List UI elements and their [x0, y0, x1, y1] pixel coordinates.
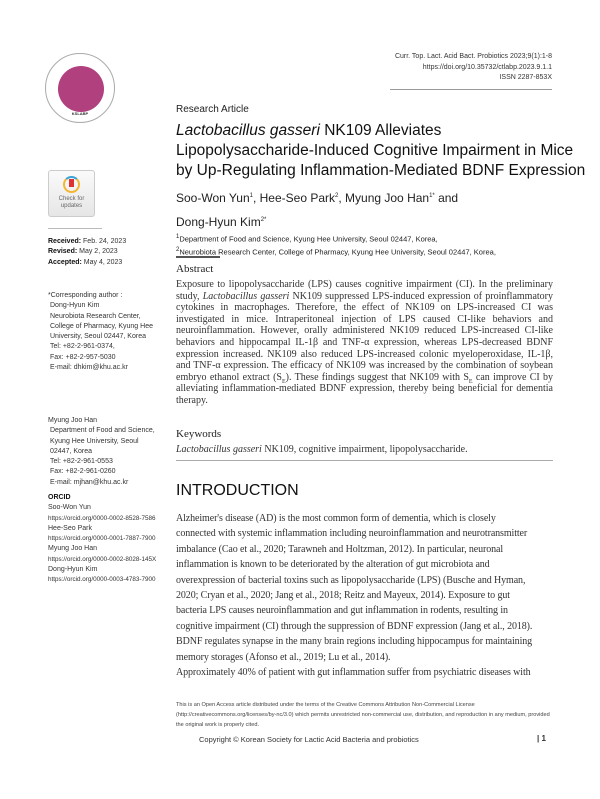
author-sep: , — [252, 191, 260, 205]
affiliation-text: Neurobiota Research Center, College of Pharmacy, Kyung Hee University, Seoul 02447, Korea, — [179, 247, 496, 256]
contact-line: Tel: +82-2-961-0374, — [50, 343, 115, 351]
intro-line: inflammation is known to be deteriorated by the alteration of gut microbiota and — [176, 559, 490, 571]
society-logo: KSLABP — [45, 53, 115, 123]
contact-line: E-mail: dhkim@khu.ac.kr — [50, 364, 128, 372]
introduction-text — [176, 511, 553, 680]
divider — [176, 256, 220, 258]
second-author-contact: Myung Joo Han Department of Food and Science, Kyung Hee University, Seoul 02447, Korea Tel: +82-2-961-0553 Fax: +82-2-961-0260 E-mail: mjhan@khu.ac.kr — [48, 416, 155, 488]
date-label: Received: — [48, 238, 82, 245]
author-name: Myung Joo Han — [345, 191, 430, 205]
contact-line: Fax: +82-2-961-0260 — [50, 468, 116, 476]
author-sup: 2 — [335, 193, 339, 199]
author — [345, 191, 458, 205]
date-value: May 2, 2023 — [77, 248, 118, 256]
bookmark-icon — [63, 176, 80, 193]
article-type: Research Article — [176, 104, 249, 115]
contact-line: Fax: +82-2-957-5030 — [50, 353, 116, 361]
keywords-heading: Keywords — [176, 428, 222, 440]
contact-line: Tel: +82-2-961-0553 — [50, 458, 113, 466]
date-row — [48, 258, 126, 268]
contact-line: E-mail: mjhan@khu.ac.kr — [50, 478, 129, 486]
date-row — [48, 237, 126, 247]
copyright: Copyright © Korean Society for Lactic Acid Bacteria and probiotics — [199, 735, 419, 744]
contact-line: Kyung Hee University, Seoul — [50, 437, 139, 445]
dates — [48, 237, 126, 268]
contact-line: University, Seoul 02447, Korea — [50, 333, 146, 341]
contact-line: 02447, Korea — [50, 447, 93, 455]
intro-line: imbalance (Cao et al., 2020; Tarawneh and Holtzman, 2012). In particular, neuronal — [176, 543, 504, 555]
intro-line: cognitive impairment (CI) through the suppression of BDNF expression (Jang et al., 2018). — [176, 620, 533, 632]
abstract-heading: Abstract — [176, 263, 214, 275]
orcid-section: ORCID Soo-Won Yun https://orcid.org/0000-0002-8528-7586 Hee-Seo Park https://orcid.org/0000-0001-7887-7900 Myung Joo Han https://orcid.org/0000-0002-8028-145X Dong-Hyun Kim https://orcid.org/0000-0003-4783-7900 — [48, 493, 156, 586]
orcid-name: Hee-Seo Park — [48, 524, 92, 532]
intro-line: bacteria LPS causes neuroinflammation and gut inflammation in rodents, resulting in — [176, 605, 508, 617]
intro-line: memory storages (Afonso et al., 2019; Lu et al., 2014). — [176, 651, 391, 663]
journal-info — [395, 52, 552, 84]
author-sup: 1* — [429, 193, 435, 199]
author — [176, 191, 260, 205]
orcid-link[interactable]: https://orcid.org/0000-0003-4783-7900 — [48, 576, 156, 584]
date-label: Accepted: — [48, 258, 82, 266]
divider — [176, 460, 553, 461]
contact-line: College of Pharmacy, Kyung Hee — [50, 322, 153, 330]
keywords: Lactobacillus gasseri NK109, cognitive impairment, lipopolysaccharide. — [176, 444, 468, 455]
abstract-text: Exposure to lipopolysaccharide (LPS) causes cognitive impairment (CI). In the preliminary study, Lactobacillus gasseri NK109 suppressed LPS-induced expression of proinflammatory cytokines in macrophages. Therefore, the effect of NK109 on LPS-increased CI was investigated in mice. Intraperitoneal injection of LPS caused CI-like behaviors and neuroinflammation. However, orally administered NK109 reduced LPS-increased CI-like behaviors and hippocampal IL-1β and TNF-α expression, whereas LPS-decreased BDNF expression increased. NK109 also reduced LPS-increased colonic myeloperoxidase, IL-1β, and TNF-α expression. The efficacy of NK109 was increased by the combination of soybean embryo ethanol extract $(S_E)$. These findings suggest that NK109 with $S_E$ can improve CI by alleviating inflammation-mediated BDNF expression, thereby being beneficial for dementia therapy. — [176, 279, 554, 406]
author-name: Hee-Seo Park — [259, 191, 336, 205]
author-name: Soo-Won Yun — [176, 191, 250, 205]
check-for-updates-badge[interactable]: Check for updates — [48, 170, 95, 217]
intro-line: overexpression of bacterial toxins such as lipopolysaccharide (LPS) (Busche and Hyman, — [176, 574, 526, 586]
contact-line: Dong-Hyun Kim — [50, 302, 100, 310]
author-name: Dong-Hyun Kim — [176, 215, 261, 229]
author-sup: 2* — [260, 217, 267, 223]
license-notice: This is an Open Access article distributed under the terms of the Creative Commons Attribution Non-Commercial License (http://creativecommons.org/licenses/by-nc/3.0) which permits unrestricted non-commercial use, distribution, and reproduction in any medium, provided the original work is properly cited. — [176, 702, 550, 728]
date-value: Feb. 24, 2023 — [81, 238, 127, 245]
affiliations — [176, 232, 496, 257]
author-list — [176, 185, 506, 233]
intro-line: Approximately 40% of patient with gut inflammation suffer from psychiatric diseases with — [176, 667, 531, 679]
author — [176, 215, 266, 229]
affiliation — [176, 232, 496, 245]
orcid-name: Soo-Won Yun — [48, 504, 91, 512]
orcid-link[interactable]: https://orcid.org/0000-0001-7887-7900 — [48, 535, 156, 543]
date-row — [48, 247, 126, 257]
divider — [48, 228, 102, 229]
corresponding-author: *Corresponding author : Dong-Hyun Kim Neurobiota Research Center, College of Pharmacy, Kyung Hee University, Seoul 02447, Korea Tel: +82-2-961-0374, Fax: +82-2-957-5030 E-mail: dhkim@khu.ac.kr — [48, 291, 153, 373]
affiliation-number: 1 — [176, 234, 180, 240]
affiliation-text: Department of Food and Science, Kyung Hee University, Seoul 02447, Korea, — [179, 234, 438, 244]
orcid-name: Dong-Hyun Kim — [48, 566, 98, 574]
affiliation — [176, 245, 496, 258]
citation: Curr. Top. Lact. Acid Bact. Probiotics 2023;9(1):1-8 — [394, 53, 552, 60]
article-title: Lactobacillus gasseri NK109 Alleviates Lipopolysaccharide-Induced Cognitive Impairment in Mice by Up-Regulating Inflammation-Mediated BDNF Expression — [176, 122, 586, 179]
divider — [390, 89, 552, 90]
contact-line: Department of Food and Science, — [50, 427, 155, 435]
author-sup: 1 — [249, 193, 253, 199]
intro-line: BDNF regulates synapse in the many brain regions including hippocampus for maintaining — [176, 636, 533, 648]
author-sep: and — [434, 191, 459, 205]
page-number: | 1 — [537, 734, 546, 743]
orcid-link[interactable]: https://orcid.org/0000-0002-8528-7586 — [48, 514, 156, 522]
intro-line: Alzheimer's disease (AD) is the most common form of dementia, which is closely — [176, 513, 496, 524]
intro-line: connected with systemic inflammation including neuroinflammation and neurotransmitter — [176, 528, 528, 540]
orcid-link[interactable]: https://orcid.org/0000-0002-8028-145X — [48, 555, 157, 563]
date-label: Revised: — [48, 248, 78, 256]
contact-line: Neurobiota Research Center, — [50, 312, 141, 320]
author — [260, 191, 345, 205]
orcid-name: Myung Joo Han — [48, 545, 98, 553]
section-heading-introduction: INTRODUCTION — [176, 482, 299, 499]
affiliation-number: 2 — [176, 246, 180, 253]
date-value: May 4, 2023 — [81, 258, 123, 266]
intro-line: 2020; Cryan et al., 2020; Jang et al., 2018; Reitz and Mayeux, 2014). Exposure to gut — [176, 590, 510, 602]
author-sep: , — [338, 191, 346, 205]
doi-link[interactable]: https://doi.org/10.35732/ctlabp.2023.9.1.1 — [422, 63, 552, 71]
issn: ISSN 2287-853X — [499, 74, 552, 81]
